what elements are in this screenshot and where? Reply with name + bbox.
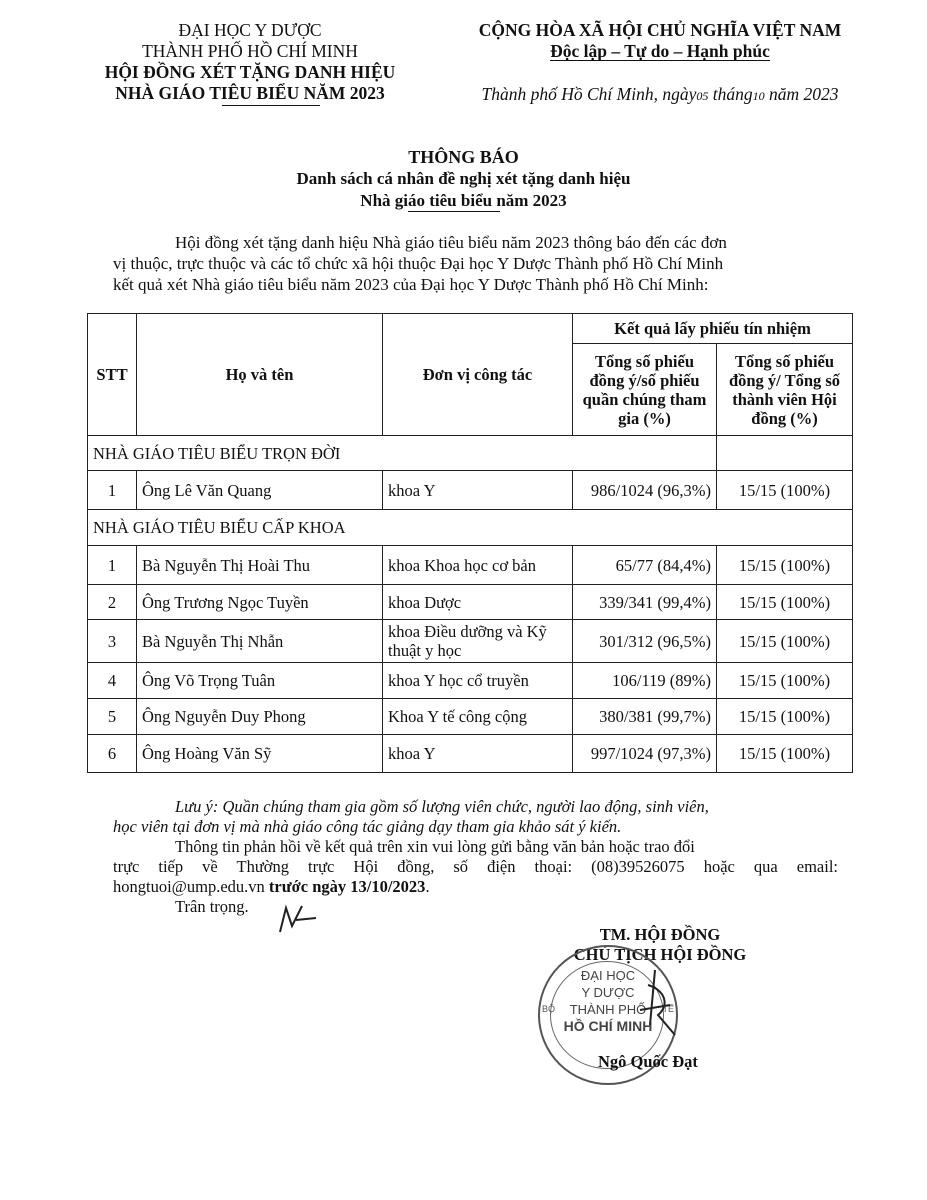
- document-title: [0, 146, 927, 212]
- cell-name: Ông Võ Trọng Tuân: [137, 663, 383, 699]
- intro-paragraph: [113, 232, 838, 295]
- cell-votes-council: 15/15 (100%): [717, 585, 853, 620]
- stamp-line-3: THÀNH PHỐ: [569, 1002, 647, 1017]
- date-line: [430, 84, 890, 107]
- cell-unit: khoa Y: [383, 471, 573, 510]
- stamp-line-2: Y DƯỢC: [581, 985, 635, 1000]
- stamp-line-1: ĐẠI HỌC: [580, 968, 636, 983]
- stamp-left-mark: BỘ: [542, 1004, 556, 1014]
- cell-votes-council: 15/15 (100%): [717, 735, 853, 773]
- section-row: [88, 436, 853, 471]
- cell-votes-council: 15/15 (100%): [717, 471, 853, 510]
- section-title: NHÀ GIÁO TIÊU BIỂU TRỌN ĐỜI: [88, 436, 717, 471]
- title-line-2: Nhà giáo tiêu biểu năm 2023: [360, 191, 567, 210]
- cell-stt: 4: [88, 663, 137, 699]
- cell-votes-public: 997/1024 (97,3%): [573, 735, 717, 773]
- issuer-line-4: NHÀ GIÁO TIÊU BIỂU NĂM 2023: [115, 83, 385, 103]
- cell-unit: khoa Điều dưỡng và Kỹ thuật y học: [383, 620, 573, 663]
- note-line-2: học viên tại đơn vị mà nhà giáo công tác giảng dạy tham gia khảo sát ý kiến.: [113, 817, 622, 836]
- date-year: năm 2023: [768, 84, 839, 104]
- closing: Trân trọng.: [175, 897, 249, 916]
- cell-stt: 2: [88, 585, 137, 620]
- national-header: [430, 20, 890, 107]
- table-row: [88, 735, 853, 773]
- cell-unit: Khoa Y tế công cộng: [383, 699, 573, 735]
- motto: Độc lập – Tự do – Hạnh phúc: [550, 41, 770, 61]
- title-divider: [408, 211, 500, 212]
- cell-unit: khoa Y học cổ truyền: [383, 663, 573, 699]
- note-block: [113, 797, 838, 917]
- stamp-right-mark: TẾ: [662, 1004, 674, 1014]
- cell-stt: 6: [88, 735, 137, 773]
- table-row: [88, 620, 853, 663]
- cell-unit: khoa Dược: [383, 585, 573, 620]
- issuer-line-2: THÀNH PHỐ HỒ CHÍ MINH: [142, 41, 358, 61]
- col-header-group: Kết quả lấy phiếu tín nhiệm: [573, 314, 853, 344]
- issuer-divider: [222, 105, 320, 106]
- deadline: trước ngày 13/10/2023: [268, 877, 426, 896]
- col-header-unit: Đơn vị công tác: [383, 314, 573, 436]
- cell-votes-council: 15/15 (100%): [717, 546, 853, 585]
- signature-line-2: CHỦ TỊCH HỘI ĐỒNG: [573, 945, 747, 964]
- signature-scribble-icon: [620, 965, 690, 1045]
- col-header-name: Họ và tên: [137, 314, 383, 436]
- initials-mark-icon: [272, 902, 322, 938]
- country-name: CỘNG HÒA XÃ HỘI CHỦ NGHĨA VIỆT NAM: [478, 20, 842, 40]
- table-row: [88, 585, 853, 620]
- intro-line-2: vị thuộc, trực thuộc và các tổ chức xã hội thuộc Đại học Y Dược Thành phố Hồ Chí Minh: [113, 254, 724, 273]
- cell-stt: 1: [88, 546, 137, 585]
- cell-name: Ông Nguyễn Duy Phong: [137, 699, 383, 735]
- feedback-line-3: hongtuoi@ump.edu.vn trước ngày 13/10/2023.: [113, 877, 430, 896]
- issuer-line-3: HỘI ĐỒNG XÉT TẶNG DANH HIỆU: [104, 62, 396, 82]
- table-row: [88, 663, 853, 699]
- intro-line-1: Hội đồng xét tặng danh hiệu Nhà giáo tiêu biểu năm 2023 thông báo đến các đơn: [175, 233, 727, 252]
- signer-name: Ngô Quốc Đạt: [598, 1052, 698, 1071]
- cell-votes-public: 339/341 (99,4%): [573, 585, 717, 620]
- cell-stt: 3: [88, 620, 137, 663]
- section-title: NHÀ GIÁO TIÊU BIỂU CẤP KHOA: [88, 510, 853, 546]
- signature-line-1: TM. HỘI ĐỒNG: [599, 925, 721, 944]
- table-row: [88, 471, 853, 510]
- date-day: 05: [696, 89, 709, 103]
- cell-votes-public: 65/77 (84,4%): [573, 546, 717, 585]
- cell-votes-council: 15/15 (100%): [717, 620, 853, 663]
- issuer-block: [60, 20, 440, 104]
- cell-unit: khoa Khoa học cơ bản: [383, 546, 573, 585]
- cell-votes-public: 106/119 (89%): [573, 663, 717, 699]
- cell-votes-council: 15/15 (100%): [717, 699, 853, 735]
- cell-name: Bà Nguyễn Thị Nhẫn: [137, 620, 383, 663]
- stamp-line-4: HỒ CHÍ MINH: [563, 1018, 653, 1034]
- date-month: 10: [752, 89, 765, 103]
- cell-name: Ông Lê Văn Quang: [137, 471, 383, 510]
- results-table: [87, 313, 853, 773]
- cell-stt: 1: [88, 471, 137, 510]
- date-month-label: tháng: [712, 84, 753, 104]
- cell-unit: khoa Y: [383, 735, 573, 773]
- cell-stt: 5: [88, 699, 137, 735]
- feedback-line-2: trực tiếp về Thường trực Hội đồng, số điện thoại: (08)39526075 hoặc qua email:: [113, 857, 838, 876]
- col-header-votes-council: Tổng số phiếu đồng ý/ Tổng số thành viên Hội đồng (%): [717, 344, 853, 436]
- title-line-1: Danh sách cá nhân đề nghị xét tặng danh hiệu: [296, 169, 631, 188]
- title-heading: THÔNG BÁO: [408, 147, 519, 167]
- table-row: [88, 546, 853, 585]
- cell-name: Bà Nguyễn Thị Hoài Thu: [137, 546, 383, 585]
- cell-name: Ông Hoàng Văn Sỹ: [137, 735, 383, 773]
- col-header-stt: STT: [88, 314, 137, 436]
- col-header-votes-public: Tổng số phiếu đồng ý/số phiếu quần chúng tham gia (%): [573, 344, 717, 436]
- table-row: [88, 699, 853, 735]
- cell-votes-council: 15/15 (100%): [717, 663, 853, 699]
- cell-votes-public: 380/381 (99,7%): [573, 699, 717, 735]
- contact-email[interactable]: hongtuoi@ump.edu.vn: [113, 877, 265, 896]
- intro-line-3: kết quả xét Nhà giáo tiêu biểu năm 2023 của Đại học Y Dược Thành phố Hồ Chí Minh:: [113, 275, 709, 294]
- cell-votes-public: 301/312 (96,5%): [573, 620, 717, 663]
- feedback-line-1: Thông tin phản hồi về kết quả trên xin vui lòng gửi bằng văn bản hoặc trao đổi: [175, 837, 695, 856]
- issuer-line-1: ĐẠI HỌC Y DƯỢC: [178, 20, 322, 40]
- cell-votes-public: 986/1024 (96,3%): [573, 471, 717, 510]
- section-row: [88, 510, 853, 546]
- section-empty: [717, 436, 853, 471]
- note-line-1: Lưu ý: Quần chúng tham gia gồm số lượng viên chức, người lao động, sinh viên,: [175, 797, 709, 816]
- cell-name: Ông Trương Ngọc Tuyền: [137, 585, 383, 620]
- date-prefix: Thành phố Hồ Chí Minh, ngày: [481, 84, 697, 104]
